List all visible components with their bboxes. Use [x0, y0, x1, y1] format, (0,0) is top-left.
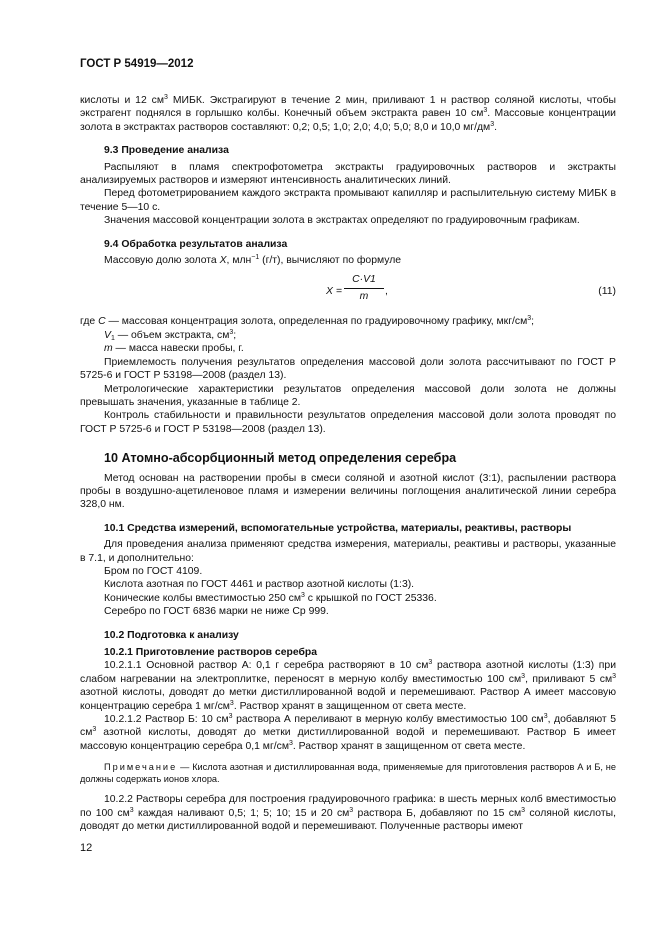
- section-9-3-paragraph-3: Значения массовой концентрации золота в экстрактах определяют по градуировочным графикам.: [104, 215, 580, 227]
- section-9-4-paragraph-2: Приемлемость получения результатов определения массовой доли золота рассчитывают по ГОСТ Р 5725-6 и ГОСТ Р 53198—2008 (раздел 13).: [80, 356, 616, 382]
- formula-denominator: m: [359, 290, 369, 302]
- note-label: Примечание: [104, 762, 178, 773]
- section-10-title: 10 Атомно-абсорбционный метод определения серебра: [104, 451, 457, 466]
- section-9-4-title: 9.4 Обработка результатов анализа: [104, 238, 288, 250]
- section-10-1-paragraph-1: Для проведения анализа применяют средства измерения, материалы, реактивы и растворы, указанные в 7.1, и дополнительно:: [80, 539, 616, 564]
- formula-number: (11): [598, 286, 616, 298]
- list-item-conical-flasks: Конические колбы вместимостью 250 $см^3$ с крышкой по ГОСТ 25336.: [104, 591, 437, 604]
- formula-legend-c: где C — массовая концентрация золота, определенная по градуировочному графику, мкг/$см^3$;: [80, 315, 535, 328]
- note: Примечание — Кислота азотная и дистиллированная вода, применяемые для приготовления растворов А и Б, не должны содержать ионов хлора.: [80, 762, 616, 785]
- formula-legend-v: $V_1$ — объем экстракта, $см^3$;: [104, 328, 237, 342]
- formula-fraction: [344, 273, 384, 303]
- section-10-1-title: 10.1 Средства измерений, вспомогательные устройства, материалы, реактивы, растворы: [104, 522, 572, 534]
- list-item-nitric-acid: Кислота азотная по ГОСТ 4461 и раствор азотной кислоты (1:3).: [104, 579, 415, 591]
- formula-numerator: C·V1: [344, 273, 384, 288]
- page-number: 12: [80, 842, 93, 854]
- section-9-4-paragraph-4: Контроль стабильности и правильности результатов определения массовой доли золота проводят по ГОСТ Р 5725-6 и ГОСТ Р 53198—2008 (раздел 13).: [80, 410, 616, 435]
- section-9-4-paragraph-3: Метрологические характеристики результатов определения массовой доли золота не должны превышать значения, указанные в таблице 2.: [80, 383, 616, 408]
- section-9-3-title: 9.3 Проведение анализа: [104, 145, 229, 157]
- section-9-4-paragraph-1: Массовую долю золота X, млн$^{-1}$ (г/т), вычисляют по формуле: [104, 254, 402, 267]
- list-item-bromine: Бром по ГОСТ 4109.: [104, 565, 203, 577]
- paragraph-10-2-2: 10.2.2 Растворы серебра для построения градуировочного графика: в шесть мерных колб вместимостью по 100 $см^3$ каждая наливают 0,5; 1; 5; 10; 15 и 20 $см^3$ раствора Б, добавляют по 15 $см^3$ соляной кислоты, доводят до метки дистиллированной водой и перемешивают. Полученные растворы имеют: [80, 794, 616, 833]
- section-9-3-paragraph-1: Распыляют в пламя спектрофотометра экстракты градуировочных растворов и экстракты анализируемых растворов и измеряют интенсивность аналитических линий.: [80, 161, 616, 187]
- section-9-3-paragraph-2: Перед фотометрированием каждого экстракта промывают капилляр и распылительную систему МИБК в течение 5—10 с.: [80, 188, 616, 213]
- section-10-2-title: 10.2 Подготовка к анализу: [104, 629, 239, 641]
- document-header: ГОСТ Р 54919—2012: [80, 58, 194, 70]
- section-10-paragraph-1: Метод основан на растворении пробы в смеси соляной и азотной кислот (3:1), распылении раствора пробы в воздушно-ацетиленовое пламя и измерении величины поглощения аналитической линии серебра 328,0 нм.: [80, 472, 616, 511]
- formula-legend-m: m — масса навески пробы, г.: [104, 343, 244, 355]
- formula-11: [80, 273, 616, 311]
- intro-paragraph: кислоты и 12 $см^3$ МИБК. Экстрагируют в течение 2 мин, приливают 1 н раствор соляной кислоты, чтобы экстрагент поднялся в горлышко колбы. Конечный объем экстракта равен 10 $см^3$. Массовые концентрации золота в экстрактах растворов составляют: 0,2; 0,5; 1,0; 2,0; 4,0; 5,0; 8,0 и 10,0 $мг/дм^3$.: [80, 94, 616, 133]
- document-body: [80, 94, 616, 833]
- formula-lhs: X =: [326, 286, 342, 298]
- formula-comma: ,: [385, 286, 388, 298]
- list-item-silver: Серебро по ГОСТ 6836 марки не ниже Ср 999.: [104, 606, 329, 618]
- section-10-2-1-title: 10.2.1 Приготовление растворов серебра: [104, 647, 318, 658]
- paragraph-10-2-1-2: 10.2.1.2 Раствор Б: 10 $см^3$ раствора А переливают в мерную колбу вместимостью 100 $см^3$, добавляют 5 $см^3$ азотной кислоты, доводят до метки дистиллированной водой и перемешивают. Раствор Б имеет массовую концентрацию серебра 0,1 $мг/см^3$. Раствор хранят в защищенном от света месте.: [80, 713, 617, 752]
- paragraph-10-2-1-1: 10.2.1.1 Основной раствор А: 0,1 г серебра растворяют в 10 $см^3$ раствора азотной кислоты (1:3) при слабом нагревании на электроплитке, переносят в мерную колбу вместимостью 100 $см^3$, приливают 5 $см^3$ азотной кислоты, доводят до метки дистиллированной водой и перемешивают. Раствор А имеет массовую концентрацию серебра 1 $мг/см^3$. Раствор хранят в защищенном от света месте.: [80, 659, 617, 712]
